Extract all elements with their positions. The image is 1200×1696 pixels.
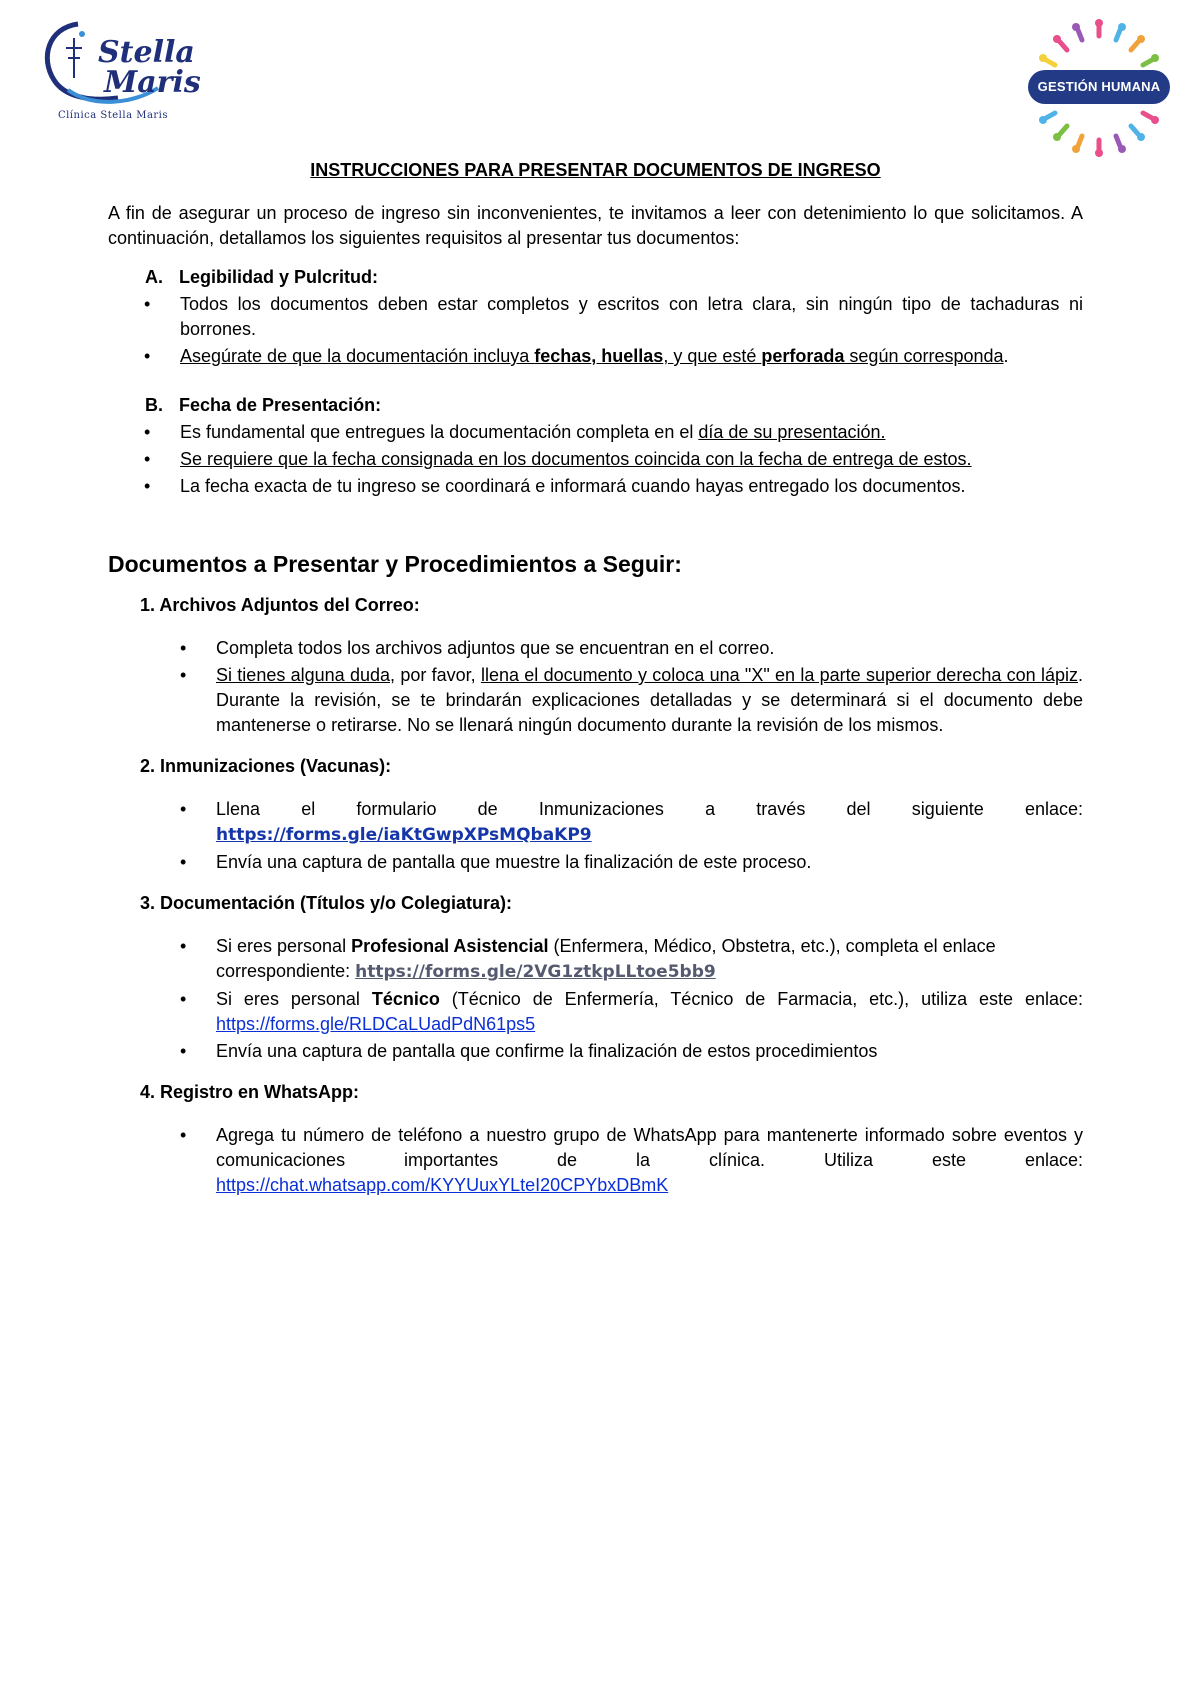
list-item — [108, 636, 1083, 661]
bold-fechas: fechas — [534, 346, 592, 366]
item-text: La fecha exacta de tu ingreso se coordinará e informará cuando hayas entregado los documentos. — [180, 476, 966, 496]
item-text: Agrega tu número de teléfono a nuestro grupo de WhatsApp para mantenerte informado sobre eventos y comunicaciones importantes de la clínica. Utiliza este enlace: — [216, 1125, 1083, 1170]
item-text — [180, 346, 1004, 366]
text-run: según corresponda — [844, 346, 1004, 366]
section-a-title: Legibilidad y Pulcritud: — [179, 267, 379, 287]
document-title: INSTRUCCIONES PARA PRESENTAR DOCUMENTOS DE INGRESO — [310, 160, 881, 180]
step-3-heading: 3. Documentación (Títulos y/o Colegiatura): — [140, 893, 513, 913]
item-text: Si eres personal — [216, 936, 352, 956]
list-item — [108, 663, 1083, 738]
list-item — [108, 292, 1083, 342]
step-2-heading: 2. Inmunizaciones (Vacunas): — [140, 756, 392, 776]
professional-form-link[interactable]: https://forms.gle/2VG1ztkpLLtoe5bb9 — [355, 962, 716, 982]
bullet-icon: • — [180, 852, 187, 872]
step-4-list — [108, 1123, 1083, 1198]
step-1-list — [108, 636, 1083, 738]
bullet-icon: • — [180, 1125, 187, 1145]
bold-perforada: perforada — [761, 346, 845, 366]
technical-form-link[interactable]: https://forms.gle/RLDCaLUadPdN61ps5 — [216, 1014, 536, 1034]
bullet-icon: • — [180, 989, 187, 1009]
text-run: , y que esté — [663, 346, 762, 366]
bullet-icon: • — [180, 638, 187, 658]
section-a-list — [108, 292, 1083, 369]
whatsapp-group-link[interactable]: https://chat.whatsapp.com/KYYUuxYLteI20CPYbxDBmK — [216, 1175, 669, 1195]
bullet-icon: • — [144, 346, 151, 366]
immunizations-form-link[interactable]: https://forms.gle/iaKtGwpXPsMQbaKP9 — [216, 825, 592, 845]
item-text-underlined: Si tienes alguna duda — [216, 665, 391, 685]
logo-wordmark — [98, 35, 201, 100]
logo-line-1: Stella — [98, 35, 195, 70]
text-run: , — [591, 346, 602, 366]
item-text-underlined: día de su presentación. — [698, 422, 886, 442]
item-text-underlined: llena el documento y coloca una "X" en la parte superior derecha con lápiz — [480, 665, 1078, 685]
item-text: Se requiere que la fecha consignada en los documentos coincida con la fecha de entrega de estos. — [180, 449, 972, 469]
item-text-bold: Técnico — [371, 989, 440, 1009]
section-b-heading — [108, 393, 1083, 418]
gestion-humana-badge: GESTIÓN HUMANA — [1028, 70, 1170, 104]
bullet-icon: • — [180, 936, 187, 956]
item-text: Envía una captura de pantalla que confirme la finalización de estos procedimientos — [216, 1041, 878, 1061]
item-text: Llena el formulario de Inmunizaciones a través del siguiente enlace: — [216, 799, 1083, 819]
item-text: , por favor, — [390, 665, 481, 685]
logo-line-2: Maris — [104, 65, 201, 100]
bold-huellas: huellas — [601, 346, 664, 366]
list-item — [108, 797, 1083, 848]
list-item — [108, 420, 1083, 445]
logo-subtitle: Clínica Stella Maris — [57, 110, 169, 121]
bullet-icon: • — [180, 1041, 187, 1061]
item-text-bold: Profesional Asistencial — [351, 936, 549, 956]
documents-heading: Documentos a Presentar y Procedimientos a Seguir: — [108, 551, 682, 577]
list-item — [108, 1123, 1083, 1198]
intro-paragraph: A fin de asegurar un proceso de ingreso sin inconvenientes, te invitamos a leer con detenimiento lo que solicitamos. A continuación, detallamos los siguientes requisitos al presentar tus documentos: — [108, 203, 1083, 248]
item-text: Es fundamental que entregues la documentación completa en el — [180, 422, 699, 442]
item-text: (Técnico de Enfermería, Técnico de Farmacia, etc.), utiliza este enlace: — [439, 989, 1083, 1009]
bullet-icon: • — [180, 665, 187, 685]
gestion-humana-logo — [1028, 18, 1170, 158]
list-item — [108, 850, 1083, 875]
section-a-heading — [108, 265, 1083, 290]
list-item — [108, 447, 1083, 472]
list-item — [108, 934, 1083, 985]
bullet-icon: • — [144, 476, 151, 496]
document-body — [108, 158, 1083, 1214]
item-text: . Durante la revisión, se te brindarán explicaciones detalladas y se determinará si el documento debe mantenerse o retirarse. No se llenará ningún documento durante la revisión de los mismos. — [216, 665, 1083, 735]
section-a-letter: A. — [145, 267, 163, 287]
item-text: Si eres personal — [216, 989, 372, 1009]
bullet-icon: • — [144, 422, 151, 442]
item-text: Completa todos los archivos adjuntos que se encuentran en el correo. — [216, 638, 775, 658]
bullet-icon: • — [144, 449, 151, 469]
text-run: . — [1003, 346, 1009, 366]
bullet-icon: • — [180, 799, 187, 819]
item-text: Envía una captura de pantalla que muestre la finalización de este proceso. — [216, 852, 812, 872]
list-item — [108, 344, 1083, 369]
step-2-list — [108, 797, 1083, 875]
list-item — [108, 987, 1083, 1037]
item-text: Todos los documentos deben estar completos y escritos con letra clara, sin ningún tipo de tachaduras ni borrones. — [180, 294, 1083, 339]
step-3-list — [108, 934, 1083, 1064]
list-item — [108, 1039, 1083, 1064]
stella-maris-logo — [38, 18, 201, 128]
section-b-letter: B. — [145, 395, 163, 415]
section-b-list — [108, 420, 1083, 499]
list-item — [108, 474, 1083, 499]
step-4-heading: 4. Registro en WhatsApp: — [140, 1082, 360, 1102]
text-run: Asegúrate de que la documentación incluya — [180, 346, 535, 366]
step-1-heading: 1. Archivos Adjuntos del Correo: — [140, 595, 420, 615]
bullet-icon: • — [144, 294, 151, 314]
item-text: (Enfermera, Médico, Obstetra, etc.), completa el enlace correspondiente: — [216, 936, 996, 981]
section-b-title: Fecha de Presentación: — [179, 395, 382, 415]
